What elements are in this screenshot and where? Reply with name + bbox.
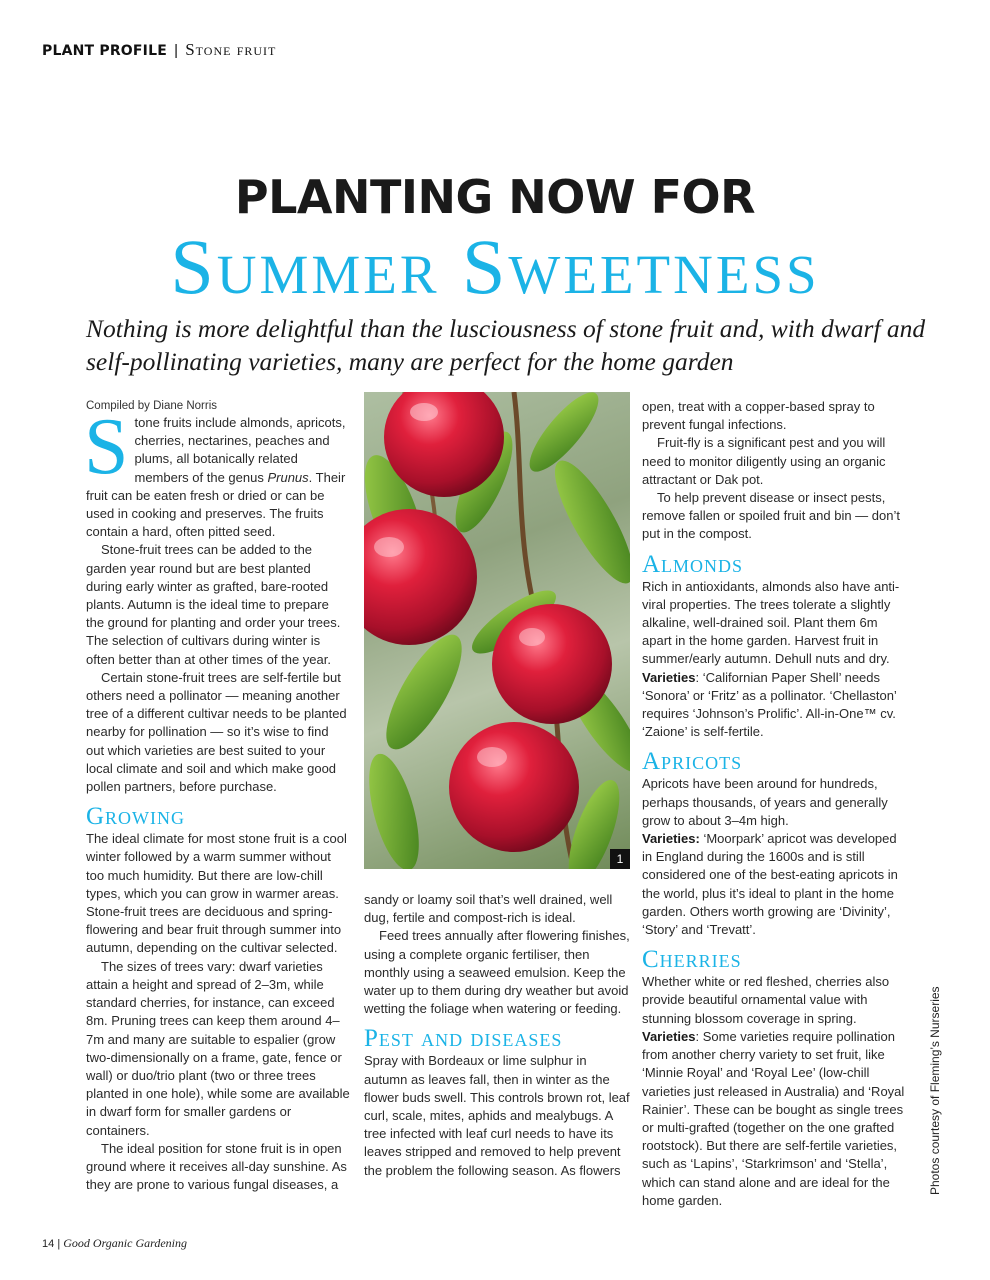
page-footer	[42, 1236, 187, 1251]
footer-separator: |	[57, 1238, 61, 1250]
apricots-paragraph: Apricots have been around for hundreds, perhaps thousands, of years and generally grow to about 3–4m high.	[642, 776, 888, 828]
pests-paragraph-2: Fruit-fly is a significant pest and you will need to monitor diligently using an organic attractant or Dak pot.	[642, 435, 886, 487]
header-separator: |	[174, 42, 179, 59]
byline: Compiled by Diane Norris	[86, 400, 218, 412]
headline-kicker: PLANTING NOW FOR	[234, 170, 756, 224]
heading-pest-and-diseases: Pest and diseases	[364, 1025, 563, 1053]
section-topic: Stone fruit	[185, 40, 277, 59]
heading-cherries: Cherries	[642, 946, 742, 974]
intro-paragraph-2: Stone-fruit trees can be added to the garden year round but are best planted during early winter as grafted, bare-rooted plants. Autumn is the ideal time to prepare the ground for planting and order your trees. The selection of cultivars during winter is often better than at other times of the year.	[86, 542, 341, 667]
section-label: PLANT PROFILE	[42, 43, 167, 59]
apricots-varieties: Varieties: ‘Moorpark’ apricot was developed in England during the 1600s and is still considered one of the best-eating apricots in the world, plus it’s ideal to plant in the home garden. Others worth growing are ‘Divinity’, ‘Story’ and ‘Trevatt’.	[642, 831, 898, 938]
almonds-paragraph: Rich in antioxidants, almonds also have anti-viral properties. The trees tolerate a slightly alkaline, well-drained soil. Plant them 6m apart in the home garden. Harvest fruit in summer/early autumn. Dehull nuts and dry.	[642, 578, 900, 667]
photo-credit: Photos courtesy of Fleming’s Nurseries	[928, 986, 942, 1195]
varieties-label: Varieties	[642, 669, 696, 685]
varieties-label: Varieties	[642, 1028, 696, 1044]
headline: Summer Sweetness	[170, 223, 820, 310]
growing-paragraph-3-cont: sandy or loamy soil that’s well drained, well dug, fertile and compost-rich is ideal.	[364, 892, 613, 926]
heading-apricots: Apricots	[642, 748, 743, 776]
heading-almonds: Almonds	[642, 550, 744, 578]
page-number: 14	[42, 1238, 55, 1250]
column-2	[364, 891, 630, 1180]
intro-paragraph-3: Certain stone-fruit trees are self-fertile but others need a pollinator — meaning another tree of a different cultivar needs to be planted nearby for pollination — so it’s wise to find out which varieties are best suited to your local climate and soil and which make good pollen partners, before purchase.	[86, 669, 347, 795]
growing-paragraph-4: Feed trees annually after flowering finishes, using a complete organic fertiliser, then monthly using a seaweed emulsion. Keep the water up to them during dry weather but avoid wetting the foliage when watering or feeding.	[364, 928, 630, 1017]
photo-number: 1	[610, 849, 630, 869]
growing-paragraph-2: The sizes of trees vary: dwarf varieties attain a height and spread of 2–3m, while standard cherries, for instance, can exceed 8m. Pruning trees can keep them around 4–7m and many are suitable to espalier (grow two-dimensionally on a frame, gate, fence or wall) or duo/trio plant (two or three trees planted in one hole), while some are available in dwarf form for smaller gardens or containers.	[86, 958, 350, 1138]
cherries-varieties: Varieties: Some varieties require pollination from another cherry variety to set fruit, like ‘Minnie Royal’ and ‘Royal Lee’ (low-chill varieties just released in Australia) and ‘Royal Rainier’. These can be bought as single trees or multi-grafted (together on the one grafted rootstock). But there are self-fertile varieties, such as ‘Lapins’, ‘Starkrimson’ and ‘Stella’, which can stand alone and are ideal for the home garden.	[642, 1028, 905, 1208]
heading-growing: Growing	[86, 803, 186, 831]
almonds-varieties: Varieties: ‘Californian Paper Shell’ needs ‘Sonora’ or ‘Fritz’ as a pollinator. ‘Chellaston’ requires ‘Johnson’s Prolific’. All-in-One™ cv. ‘Zaione’ is self-fertile.	[642, 669, 897, 740]
standfirst: Nothing is more delightful than the lusciousness of stone fruit and, with dwarf and self-pollinating varieties, many are perfect for the home garden	[86, 314, 926, 376]
pests-paragraph-3: To help prevent disease or insect pests, remove fallen or spoiled fruit and bin — don’t put in the compost.	[642, 490, 900, 542]
pests-paragraph-1: Spray with Bordeaux or lime sulphur in autumn as leaves fall, then in winter as the flower buds swell. This controls brown rot, leaf curl, scale, mites, aphids and mealybugs. A tree infected with leaf curl needs to have its leaves stripped and removed to help prevent the problem the following season. As flowers	[364, 1053, 630, 1178]
intro-paragraph-1: Stone fruits include almonds, apricots, cherries, nectarines, peaches and plums, all botanically related members of the genus Prunus. Their fruit can be eaten fresh or dried or can be used in cooking and preserves. The fruits contain a hard, often pitted seed.	[84, 403, 346, 540]
column-1	[86, 398, 350, 1194]
magazine-name: Good Organic Gardening	[63, 1236, 188, 1250]
growing-paragraph-1: The ideal climate for most stone fruit is a cool winter followed by a warm summer without too much humidity. But there are low-chill types, which you can grow in warmer areas. Stone-fruit trees are deciduous and spring-flowering and bear fruit through summer into autumn, depending on the cultivar selected.	[86, 831, 347, 956]
cherries-paragraph: Whether white or red fleshed, cherries also provide beautiful ornamental value with stunning blossom coverage in spring.	[642, 974, 890, 1026]
nectarine-photo	[364, 392, 630, 869]
pests-paragraph-1-cont: open, treat with a copper-based spray to prevent fungal infections.	[642, 399, 875, 433]
nectarine-illustration	[364, 392, 630, 869]
column-3	[642, 398, 910, 1210]
drop-cap: S	[84, 403, 129, 491]
section-header	[42, 40, 276, 60]
growing-paragraph-3: The ideal position for stone fruit is in open ground where it receives all-day sunshine. As they are prone to various fungal diseases, a	[86, 1140, 347, 1193]
varieties-label: Varieties:	[642, 831, 700, 847]
